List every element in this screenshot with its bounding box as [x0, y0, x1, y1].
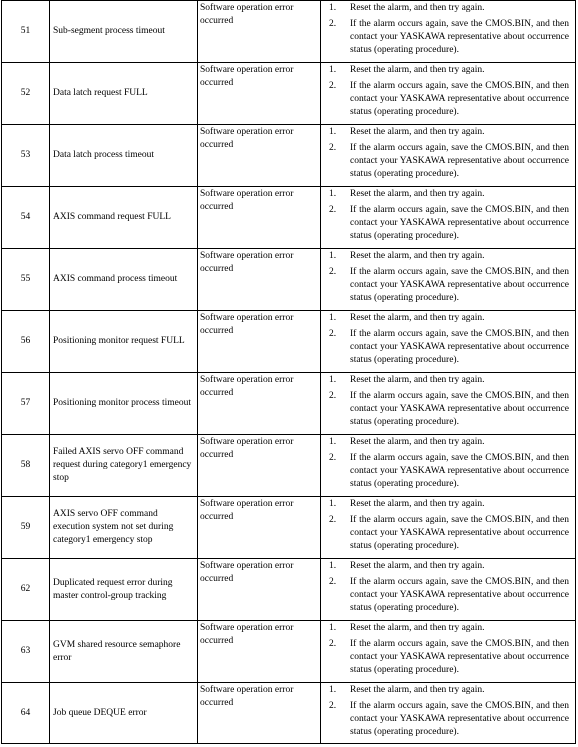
table-row [2, 187, 576, 249]
step-marker: 1. [329, 189, 337, 199]
step-marker: 2. [329, 329, 337, 339]
step-marker: 2. [329, 701, 337, 711]
step-text: If the alarm occurs again, save the CMOS.BIN, and then contact your YASKAWA representative about occurrence status (operating procedure). [350, 453, 569, 489]
step-text: If the alarm occurs again, save the CMOS.BIN, and then contact your YASKAWA representative about occurrence status (operating procedure). [350, 19, 569, 55]
alarm-name-cell [50, 311, 198, 373]
step-marker: 1. [329, 3, 337, 13]
alarm-name: Data latch request FULL [53, 88, 148, 98]
alarm-name-cell [50, 249, 198, 311]
step-marker: 1. [329, 561, 337, 571]
remedy-steps [323, 250, 569, 305]
alarm-name: AXIS command process timeout [53, 274, 178, 284]
remedy-step [323, 188, 569, 201]
alarm-name: Job queue DEQUE error [53, 707, 147, 718]
alarm-number: 64 [20, 707, 31, 718]
alarm-name-cell [50, 683, 198, 744]
step-text: If the alarm occurs again, save the CMOS.BIN, and then contact your YASKAWA representative about occurrence status (operating procedure). [350, 143, 569, 179]
remedy-step [323, 700, 569, 739]
step-text: Reset the alarm, and then try again. [350, 127, 485, 137]
step-marker: 2. [329, 19, 337, 29]
alarm-name: AXIS servo OFF command execution system not set during category1 emergency stop [53, 509, 174, 545]
remedy-step [323, 390, 569, 429]
cause-text: Software operation error occurred [200, 685, 294, 708]
remedy-steps [323, 684, 569, 739]
remedy-step [323, 126, 569, 139]
step-text: Reset the alarm, and then try again. [350, 685, 485, 695]
remedy-step [323, 498, 569, 511]
remedy-steps [323, 498, 569, 553]
cause-text: Software operation error occurred [200, 623, 294, 646]
alarm-name-cell [50, 125, 198, 187]
remedy-steps [323, 312, 569, 367]
alarm-number-cell [2, 63, 50, 125]
remedy-steps [323, 188, 569, 243]
step-marker: 2. [329, 639, 337, 649]
remedy-cell [321, 125, 576, 187]
cause-cell [198, 497, 321, 559]
alarm-name: Positioning monitor request FULL [53, 336, 185, 346]
alarm-name-cell [50, 435, 198, 497]
cause-text: Software operation error occurred [200, 375, 294, 398]
alarm-name-cell [50, 373, 198, 435]
step-text: Reset the alarm, and then try again. [350, 189, 485, 199]
remedy-cell [321, 1, 576, 63]
step-text: Reset the alarm, and then try again. [350, 3, 485, 13]
table-row [2, 435, 576, 497]
remedy-step [323, 64, 569, 77]
cause-cell [198, 559, 321, 621]
remedy-cell [321, 249, 576, 311]
cause-cell [198, 249, 321, 311]
cause-cell [198, 311, 321, 373]
alarm-number: 62 [20, 584, 31, 594]
step-marker: 1. [329, 499, 337, 509]
alarm-name-cell [50, 559, 198, 621]
cause-cell [198, 125, 321, 187]
remedy-cell [321, 497, 576, 559]
alarm-number-cell [2, 249, 50, 311]
table-row [2, 497, 576, 559]
alarm-name-cell [50, 1, 198, 63]
remedy-cell [321, 187, 576, 249]
alarm-number: 59 [20, 522, 31, 532]
cause-text: Software operation error occurred [200, 561, 294, 584]
cause-cell [198, 621, 321, 683]
alarm-name: Positioning monitor process timeout [53, 398, 192, 408]
alarm-name: GVM shared resource semaphore error [53, 639, 181, 663]
step-text: Reset the alarm, and then try again. [350, 251, 485, 261]
table-row [2, 683, 576, 744]
cause-text: Software operation error occurred [200, 313, 294, 336]
alarm-number-cell [2, 1, 50, 63]
cause-text: Software operation error occurred [200, 127, 294, 150]
step-marker: 1. [329, 251, 337, 261]
remedy-step [323, 436, 569, 449]
alarm-number-cell [2, 497, 50, 559]
table-row [2, 311, 576, 373]
cause-cell [198, 1, 321, 63]
step-text: If the alarm occurs again, save the CMOS.BIN, and then contact your YASKAWA representative about occurrence status (operating procedure). [350, 391, 569, 427]
step-text: Reset the alarm, and then try again. [350, 623, 485, 633]
step-text: Reset the alarm, and then try again. [350, 313, 485, 323]
remedy-cell [321, 435, 576, 497]
alarm-name-cell [50, 621, 198, 683]
step-text: If the alarm occurs again, save the CMOS.BIN, and then contact your YASKAWA representative about occurrence status (operating procedure). [350, 267, 569, 303]
remedy-steps [323, 2, 569, 57]
remedy-cell [321, 621, 576, 683]
table-row [2, 621, 576, 683]
alarm-number: 63 [20, 646, 31, 656]
remedy-step [323, 18, 569, 57]
step-marker: 2. [329, 81, 337, 91]
remedy-step [323, 312, 569, 325]
remedy-step [323, 2, 569, 15]
step-marker: 2. [329, 515, 337, 525]
step-marker: 1. [329, 437, 337, 447]
cause-cell [198, 435, 321, 497]
step-marker: 1. [329, 375, 337, 385]
remedy-step [323, 80, 569, 119]
alarm-number: 57 [20, 398, 31, 408]
step-text: Reset the alarm, and then try again. [350, 437, 485, 447]
step-text: If the alarm occurs again, save the CMOS.BIN, and then contact your YASKAWA representative about occurrence status (operating procedure). [350, 81, 569, 117]
step-marker: 2. [329, 267, 337, 277]
alarm-number-cell [2, 683, 50, 744]
step-marker: 2. [329, 143, 337, 153]
alarm-name: AXIS command request FULL [53, 212, 171, 222]
cause-text: Software operation error occurred [200, 251, 294, 274]
cause-text: Software operation error occurred [200, 499, 294, 522]
remedy-cell [321, 63, 576, 125]
cause-cell [198, 373, 321, 435]
remedy-step [323, 684, 569, 697]
step-text: If the alarm occurs again, save the CMOS.BIN, and then contact your YASKAWA representative about occurrence status (operating procedure). [350, 515, 569, 551]
remedy-step [323, 204, 569, 243]
table-row [2, 1, 576, 63]
remedy-step [323, 622, 569, 635]
remedy-steps [323, 374, 569, 429]
alarm-number: 58 [20, 460, 31, 470]
alarm-name-cell [50, 187, 198, 249]
alarm-number-cell [2, 621, 50, 683]
remedy-steps [323, 126, 569, 181]
remedy-step [323, 374, 569, 387]
step-marker: 2. [329, 453, 337, 463]
step-marker: 1. [329, 685, 337, 695]
table-row [2, 559, 576, 621]
step-marker: 1. [329, 65, 337, 75]
step-text: If the alarm occurs again, save the CMOS.BIN, and then contact your YASKAWA representative about occurrence status (operating procedure). [350, 577, 569, 613]
remedy-step [323, 266, 569, 305]
remedy-steps [323, 436, 569, 491]
step-text: Reset the alarm, and then try again. [350, 561, 485, 571]
alarm-number-cell [2, 187, 50, 249]
remedy-step [323, 576, 569, 615]
cause-text: Software operation error occurred [200, 65, 294, 88]
alarm-number-cell [2, 435, 50, 497]
alarm-name-cell [50, 497, 198, 559]
alarm-number: 52 [20, 88, 31, 98]
remedy-cell [321, 559, 576, 621]
remedy-cell [321, 683, 576, 744]
cause-cell [198, 63, 321, 125]
alarm-name: Data latch process timeout [53, 150, 155, 160]
alarm-name: Sub-segment process timeout [53, 26, 165, 36]
remedy-step [323, 250, 569, 263]
table-row [2, 249, 576, 311]
remedy-steps [323, 622, 569, 677]
step-marker: 2. [329, 205, 337, 215]
cause-cell [198, 683, 321, 744]
alarm-number: 54 [20, 212, 31, 222]
table-row [2, 373, 576, 435]
step-marker: 2. [329, 391, 337, 401]
step-text: Reset the alarm, and then try again. [350, 499, 485, 509]
step-text: If the alarm occurs again, save the CMOS.BIN, and then contact your YASKAWA representative about occurrence status (operating procedure). [350, 329, 569, 365]
alarm-number: 51 [20, 26, 31, 36]
alarm-number-cell [2, 311, 50, 373]
step-text: If the alarm occurs again, save the CMOS.BIN, and then contact your YASKAWA representative about occurrence status (operating procedure). [350, 639, 569, 675]
remedy-cell [321, 311, 576, 373]
step-marker: 1. [329, 127, 337, 137]
step-marker: 1. [329, 313, 337, 323]
step-text: If the alarm occurs again, save the CMOS.BIN, and then contact your YASKAWA representative about occurrence status (operating procedure). [350, 701, 569, 737]
remedy-step [323, 142, 569, 181]
table-row [2, 125, 576, 187]
remedy-step [323, 560, 569, 573]
step-marker: 2. [329, 577, 337, 587]
alarm-name-cell [50, 63, 198, 125]
alarm-number-cell [2, 373, 50, 435]
remedy-cell [321, 373, 576, 435]
alarm-number: 55 [20, 274, 31, 284]
alarm-number: 56 [20, 336, 31, 346]
alarm-name: Failed AXIS servo OFF command request during category1 emergency stop [53, 447, 192, 483]
remedy-step [323, 514, 569, 553]
table-row [2, 63, 576, 125]
step-marker: 1. [329, 623, 337, 633]
alarm-number: 53 [20, 150, 31, 160]
step-text: Reset the alarm, and then try again. [350, 65, 485, 75]
remedy-step [323, 638, 569, 677]
alarm-number-cell [2, 125, 50, 187]
cause-text: Software operation error occurred [200, 189, 294, 212]
remedy-step [323, 452, 569, 491]
alarm-table [1, 0, 576, 744]
step-text: Reset the alarm, and then try again. [350, 375, 485, 385]
cause-text: Software operation error occurred [200, 3, 294, 26]
cause-cell [198, 187, 321, 249]
remedy-steps [323, 64, 569, 119]
alarm-name: Duplicated request error during master control-group tracking [53, 577, 173, 601]
remedy-step [323, 328, 569, 367]
cause-text: Software operation error occurred [200, 437, 294, 460]
step-text: If the alarm occurs again, save the CMOS.BIN, and then contact your YASKAWA representative about occurrence status (operating procedure). [350, 205, 569, 241]
remedy-steps [323, 560, 569, 615]
alarm-number-cell [2, 559, 50, 621]
